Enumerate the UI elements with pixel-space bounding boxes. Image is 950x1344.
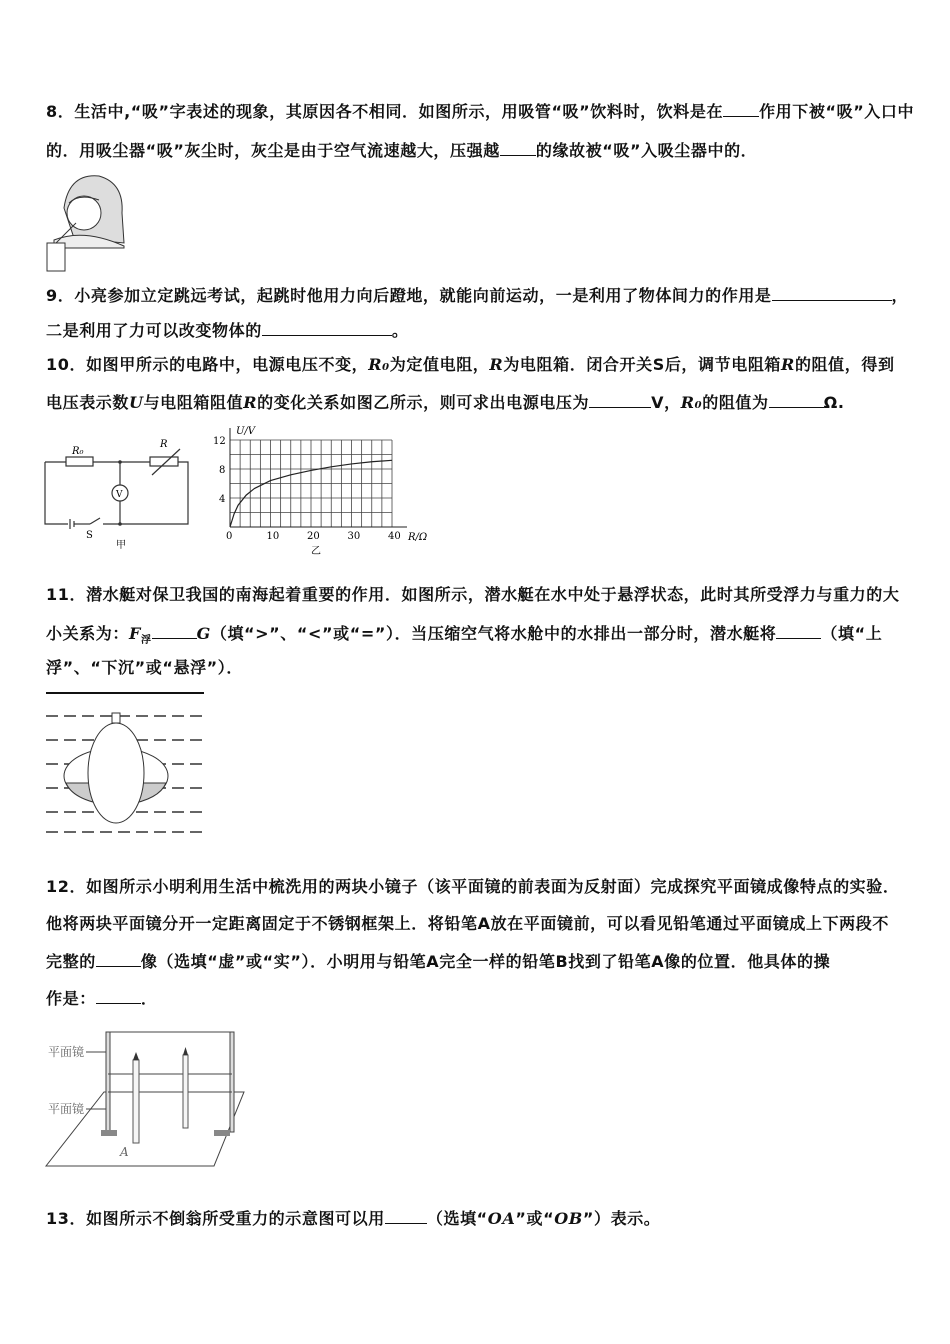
f-symbol: F [129,624,141,643]
chart-caption: 乙 [311,546,321,555]
q12-line3 [46,951,830,972]
q10-text: Ω. [823,393,845,412]
q12-text: 作是： [46,989,96,1008]
g-symbol: G [196,624,211,643]
q10-blank-voltage[interactable] [589,392,651,408]
q9-text: 。 [391,321,409,340]
circuit-diagram [40,435,200,550]
mirror-label-top: 平面镜 [48,1045,85,1059]
q10-line1 [46,355,895,375]
f-subscript: 浮 [140,635,152,647]
q11-line3: 浮”、“下沉”或“悬浮”）． [46,658,243,677]
q10-blank-resistance[interactable] [769,392,824,408]
y-tick-label: 12 [213,436,226,447]
q8-line2 [46,140,757,161]
q12-blank-1[interactable] [96,951,141,967]
q9-blank-1[interactable] [772,285,892,301]
q10-line2 [46,392,845,413]
q9-text: ， [891,286,909,305]
u-r-graph [205,420,455,555]
mirror-experiment-figure [44,1030,254,1175]
r0-symbol: R₀ [680,393,703,412]
q8-text: 作用下被“吸”入口中 [759,102,915,121]
q11-text: （填“>”、“<”或“=”）．当压缩空气将水舱中的水排出一部分时，潜水艇将 [210,624,777,643]
submarine-figure [44,688,209,848]
r-symbol: R [243,393,258,412]
q11-line2 [46,623,882,651]
circuit-caption: 甲 [116,540,126,550]
q11-text: （填“上 [821,624,883,643]
q13-text: 13．如图所示不倒翁所受重力的示意图可以用 [46,1209,385,1228]
q9-line1 [46,285,908,306]
r-label: R [160,439,168,450]
q11-blank-1[interactable] [152,623,197,639]
q10-text: 10．如图甲所示的电路中，电源电压不变， [46,355,369,374]
q12-blank-2[interactable] [96,988,141,1004]
r-symbol: R [489,355,504,374]
r0-label: R₀ [72,446,84,457]
q12-text: 完整的 [46,952,96,971]
q8-text: 的缘故被“吸”入吸尘器中的． [535,141,758,160]
q8-text: 的．用吸尘器“吸”灰尘时，灰尘是由于空气流速越大，压强越 [46,141,500,160]
q12-line4 [46,988,157,1009]
r-symbol: R [781,355,795,374]
q10-text: 为电阻箱．闭合开关S后，调节电阻箱 [503,355,782,374]
y-tick-label: 4 [219,494,226,505]
x-tick-label: 20 [307,531,320,542]
q10-text: 的阻值为 [702,393,769,412]
q9-blank-2[interactable] [262,320,392,336]
voltmeter-label: V [116,490,123,500]
q13-text: （选填“ [426,1209,488,1228]
mirror-label-bottom: 平面镜 [48,1102,85,1116]
q12-line1: 12．如图所示小明利用生活中梳洗用的两块小镜子（该平面镜的前表面为反射面）完成探究平面镜成像特点的实验． [46,877,900,896]
q10-text: 为定值电阻， [389,355,490,374]
q10-text: 与电阻箱阻值 [143,393,244,412]
x-tick-label: 10 [266,531,280,542]
q11-text: 小关系为： [46,624,130,643]
x-tick-label: 40 [388,531,401,542]
u-symbol: U [129,393,144,412]
x-tick-label: 30 [347,531,361,542]
q8-blank-1[interactable] [723,101,759,117]
q9-text: 二是利用了力可以改变物体的 [46,321,262,340]
q8-text: 8．生活中,“吸”字表述的现象，其原因各不相同．如图所示，用吸管“吸”饮料时，饮料是在 [46,102,724,121]
q9-text: 9．小亮参加立定跳远考试，起跳时他用力向后蹬地，就能向前运动，一是利用了物体间力的作用是 [46,286,772,305]
q12-text: 像（选填“虚”或“实”）．小明用与铅笔A完全一样的铅笔B找到了铅笔A像的位置．他具体的操 [140,952,831,971]
q12-text: ． [140,989,158,1008]
q9-line2 [46,320,408,341]
pencil-a-label: A [120,1145,129,1159]
girl-drinking-figure [44,168,129,278]
y-tick-label: 8 [219,465,226,476]
q11-line1: 11．潜水艇对保卫我国的南海起着重要的作用．如图所示，潜水艇在水中处于悬浮状态，此时其所受浮力与重力的大 [46,585,900,604]
q11-blank-2[interactable] [776,623,821,639]
q10-text: 的变化关系如图乙所示，则可求出电源电压为 [257,393,590,412]
r0-symbol: R₀ [368,355,390,374]
ob-option: OB [554,1209,583,1228]
q8-line1 [46,101,914,122]
oa-option: OA [487,1209,516,1228]
q10-text: 电压表示数 [46,393,130,412]
x-axis-label: R/Ω [408,532,428,543]
q13-text: ”）表示。 [582,1209,661,1228]
y-axis-label: U/V [236,426,256,437]
switch-label: S [86,530,93,541]
x-tick-label: 0 [226,531,233,542]
q13-blank[interactable] [385,1208,427,1224]
q12-line2: 他将两块平面镜分开一定距离固定于不锈钢框架上．将铅笔A放在平面镜前，可以看见铅笔通过平面镜成上下两段不 [46,914,889,933]
q13-text: ”或“ [515,1209,555,1228]
q10-text: V， [651,393,681,412]
q8-blank-2[interactable] [500,140,536,156]
q10-text: 的阻值，得到 [794,355,895,374]
q13-line1 [46,1208,660,1229]
